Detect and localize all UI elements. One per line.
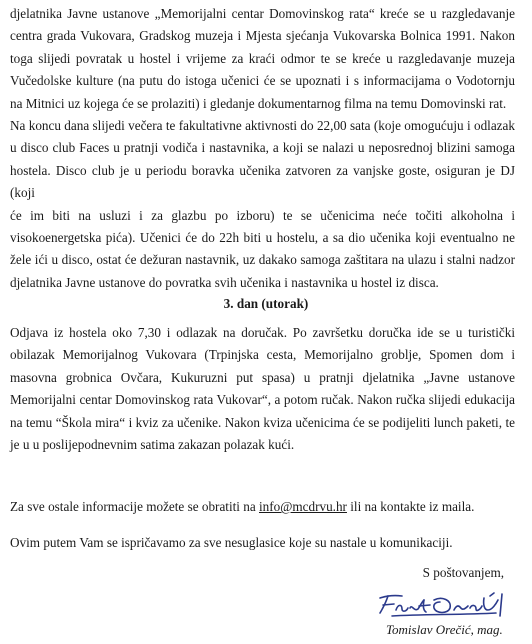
signer-name: Tomislav Orečić, mag. (386, 622, 503, 637)
text-line: toga slijedi povratak u hostel i vrijeme za kraći odmor te se kreće u razgledavanje muzeja (10, 50, 515, 66)
text-line: obilazak Memorijalnog Vukovara (Trpinjska cesta, Memorijalno groblje, Spomen dom i (10, 347, 515, 363)
handwritten-signature (372, 588, 522, 618)
apology-paragraph (10, 532, 515, 554)
text-line: masovna grobnica Ovčara, Kukuruzni put spasa) u pratnji djelatnika „Javne ustanove (10, 369, 515, 385)
contact-text-before: Za sve ostale informacije možete se obratiti na (10, 499, 259, 514)
text-line: na temu “Škola mira“ i kviz za učenike. Nakon kviza učenicima će se podijeliti lunch paketi, te (10, 414, 515, 430)
text-line: u disco club Faces u pratnji vodiča i nastavnika, a koji se nalazi u neposrednoj blizini samoga (10, 140, 515, 156)
closing-salutation: S poštovanjem, (422, 565, 504, 580)
text-line: Na koncu dana slijedi večera te fakultativne aktivnosti do 22,00 sata (koje omogućuju i odlazak (10, 118, 515, 134)
text-line: je u u poslijepodnevnim satima zakazan polazak kući. (10, 437, 295, 453)
text-line: djelatnika Javne ustanove do povratka svih učenika i nastavnika u hostel iz disca. (10, 274, 439, 290)
itinerary-paragraph-day3 (10, 322, 515, 456)
text-line (10, 496, 515, 518)
text-line: će im biti na usluzi i za glazbu po izboru) te se učenicima neće točiti alkoholna i (10, 207, 515, 223)
contact-text-after: ili na kontakte iz maila. (346, 499, 475, 514)
text-line: Odjava iz hostela oko 7,30 i odlazak na doručak. Po završetku doručka ide se u turistički (10, 325, 515, 340)
text-line: Memorijalni centar Domovinskog rata Vukovar“, a potom ručak. Nakon ručka slijedi edukacija (10, 392, 515, 408)
contact-paragraph (10, 496, 515, 518)
text-line: na Mitnici uz kojega će se prolaziti) i gledanje dokumentarnog filma na temu Domovinski rat. (10, 95, 507, 111)
text-line: hostela. Disco club je u periodu boravka učenika zatvoren za vanjske goste, osiguran je DJ (koji (10, 162, 515, 201)
text-line: Ovim putem Vam se ispričavamo za sve nesuglasice koje su nastale u komunikaciji. (10, 535, 453, 550)
email-link[interactable]: info@mcdrvu.hr (259, 499, 347, 514)
text-line: djelatnika Javne ustanove „Memorijalni centar Domovinskog rata“ kreće se u razgledavanje (10, 6, 515, 21)
text-line: Vučedolske kulture (na putu do istoga učenici će se upoznati i s informacijama o Vodotornju (10, 73, 515, 89)
text-line: centra grada Vukovara, Gradskog muzeja i Mjesta sjećanja Vukovarska Bolnica 1991. Nakon (10, 28, 515, 44)
text-line: visokoenergetska pića). Učenici će do 22h biti u hostelu, a sa dio učenika koji eventualno ne (10, 230, 515, 246)
text-line: žele ići u disco, ostat će dežuran nastavnik, uz dakako samoga zaštitara na ulazu i stalni nadzor (10, 252, 515, 268)
itinerary-paragraph-day2 (10, 3, 515, 294)
day-heading: 3. dan (utorak) (223, 296, 309, 311)
